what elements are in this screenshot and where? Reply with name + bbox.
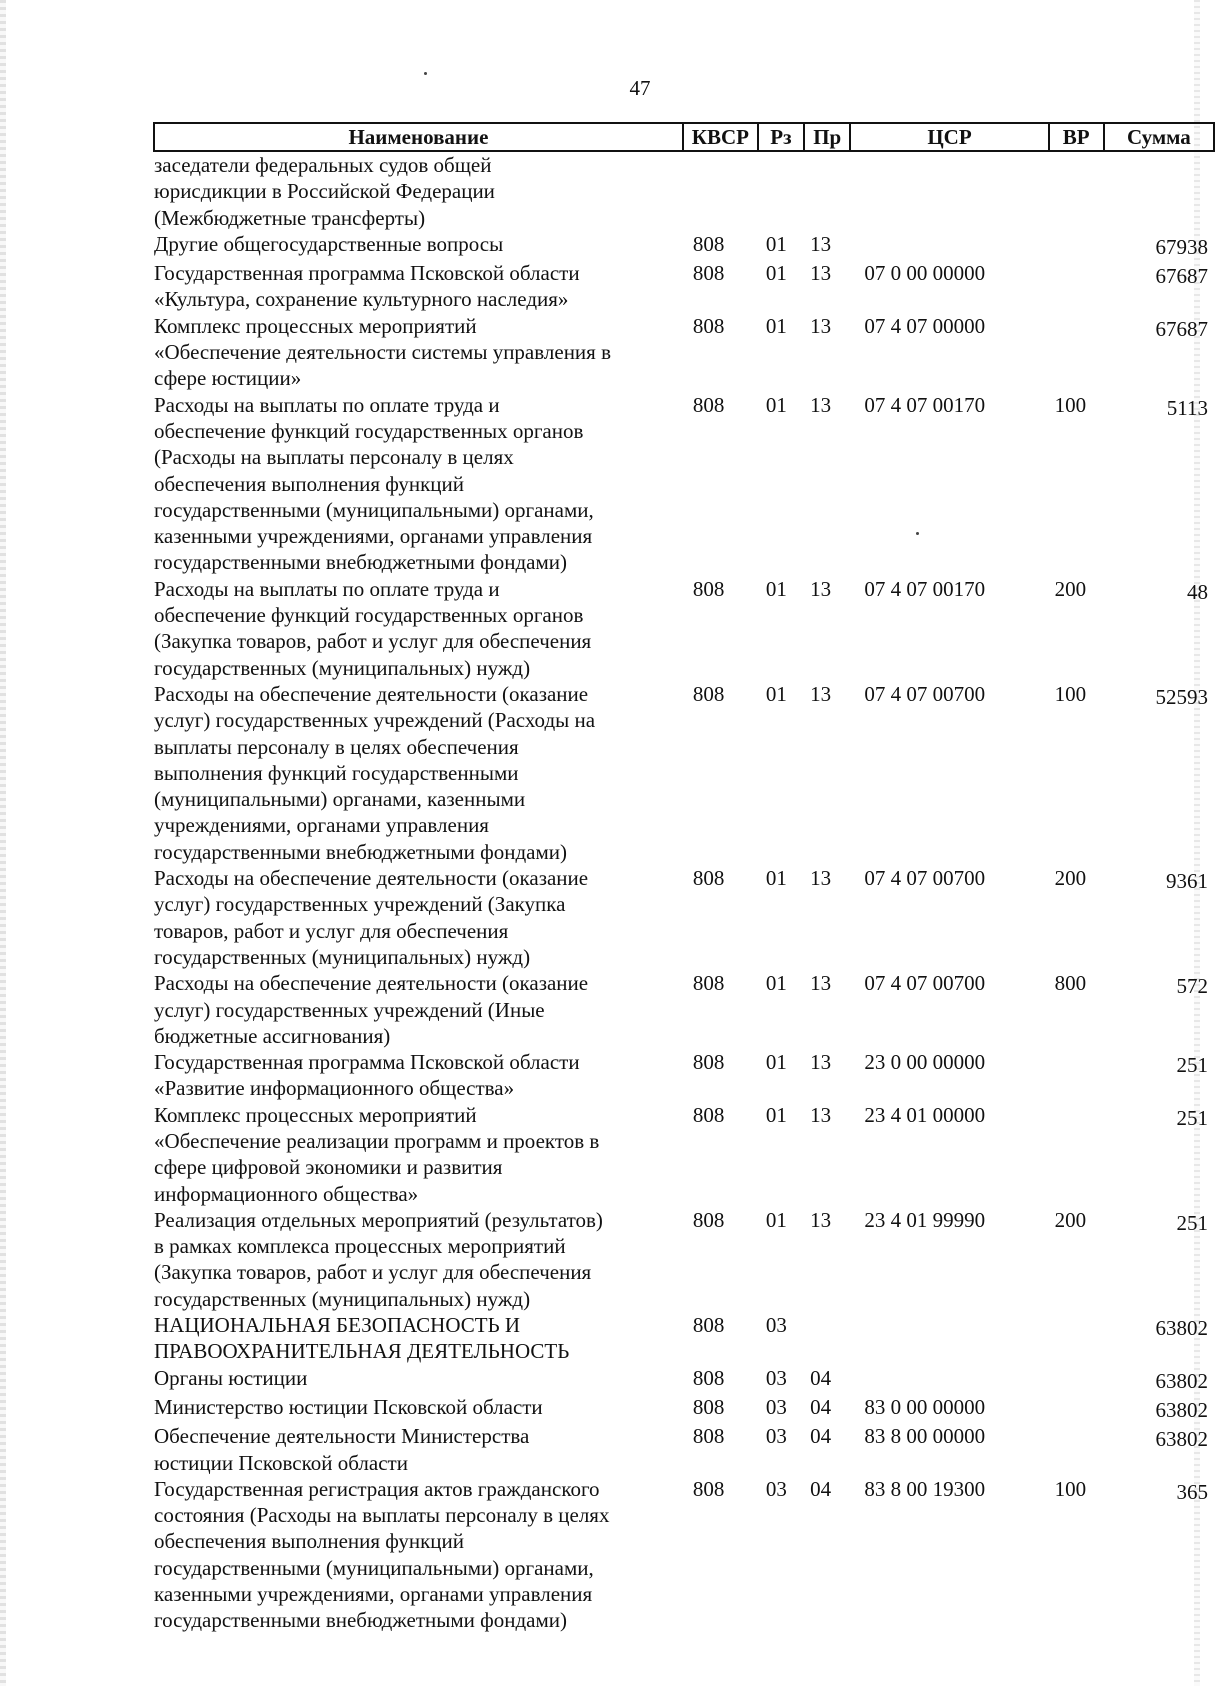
- row-name-line: Органы юстиции: [154, 1365, 308, 1390]
- table-header-row: [154, 123, 1214, 151]
- cell-pr: 13: [810, 1102, 832, 1127]
- cell-vr: 100: [1054, 1476, 1087, 1501]
- row-name-line: «Культура, сохранение культурного наследия»: [154, 287, 569, 312]
- cell-rz: 01: [765, 1050, 787, 1075]
- cell-kvsr: 808: [692, 1365, 725, 1390]
- row-name: [154, 1365, 683, 1394]
- cell-kvsr: 808: [692, 261, 725, 286]
- cell-pr: 04: [810, 1476, 832, 1501]
- cell-kvsr: 808: [692, 1424, 725, 1449]
- cell-csr: 07 4 07 00170: [864, 392, 986, 417]
- cell-vr: 100: [1054, 392, 1087, 417]
- table-row: [154, 576, 1214, 681]
- row-name-line: государственных (муниципальных) нужд): [154, 655, 531, 680]
- row-name-line: «Обеспечение реализации программ и проектов в: [154, 1128, 600, 1153]
- cell-vr: 200: [1054, 576, 1087, 601]
- cell-pr: 13: [810, 313, 832, 338]
- row-name-line: товаров, работ и услуг для обеспечения: [154, 918, 509, 943]
- cell-rz: 01: [765, 1102, 787, 1127]
- cell-kvsr: 808: [692, 866, 725, 891]
- row-name-line: Министерство юстиции Псковской области: [154, 1394, 543, 1419]
- table-row: [154, 1423, 1214, 1476]
- cell-rz: 03: [765, 1394, 787, 1419]
- cell-csr: [850, 231, 1048, 260]
- row-name-line: (Закупка товаров, работ и услуг для обеспечения: [154, 629, 592, 654]
- table-row: [154, 865, 1214, 970]
- cell-vr: [1049, 313, 1104, 392]
- row-name-line: обеспечения выполнения функций: [154, 1529, 465, 1554]
- cell-sum: 9361: [1166, 869, 1208, 894]
- row-name: [154, 865, 683, 970]
- row-name-line: (Расходы на выплаты персоналу в целях: [154, 445, 514, 470]
- table-row: [154, 392, 1214, 576]
- cell-sum: 251: [1176, 1210, 1208, 1235]
- row-name-line: услуг) государственных учреждений (Закупка: [154, 892, 566, 917]
- cell-pr: [804, 1312, 850, 1365]
- header-vr: ВР: [1049, 123, 1104, 151]
- cell-sum: 63802: [1155, 1316, 1208, 1341]
- table-row: [154, 151, 1214, 231]
- cell-csr: 83 8 00 19300: [864, 1476, 986, 1501]
- cell-vr: [1049, 1102, 1104, 1207]
- header-name: Наименование: [154, 123, 683, 151]
- cell-sum: 63802: [1155, 1368, 1208, 1393]
- row-name-line: Государственная программа Псковской области: [154, 1050, 580, 1075]
- cell-pr: 13: [810, 261, 832, 286]
- row-name-line: государственными (муниципальными) органами,: [154, 497, 594, 522]
- row-name-line: Расходы на обеспечение деятельности (оказание: [154, 971, 589, 996]
- row-name-line: состояния (Расходы на выплаты персоналу в целях: [154, 1503, 610, 1528]
- row-name-line: бюджетные ассигнования): [154, 1023, 391, 1048]
- table-row: [154, 231, 1214, 260]
- cell-vr: [1049, 231, 1104, 260]
- cell-sum: 63802: [1155, 1427, 1208, 1452]
- header-csr: ЦСР: [850, 123, 1048, 151]
- row-name: [154, 231, 683, 260]
- cell-pr: 04: [810, 1365, 832, 1390]
- cell-kvsr: 808: [692, 1476, 725, 1501]
- cell-pr: 04: [810, 1424, 832, 1449]
- cell-csr: 07 4 07 00170: [864, 576, 986, 601]
- cell-kvsr: [683, 151, 758, 231]
- cell-pr: 13: [810, 1050, 832, 1075]
- cell-vr: [1049, 1312, 1104, 1365]
- row-name: [154, 1476, 683, 1634]
- cell-pr: 04: [810, 1394, 832, 1419]
- row-name-line: (Межбюджетные трансферты): [154, 205, 426, 230]
- row-name: [154, 576, 683, 681]
- cell-pr: 13: [810, 392, 832, 417]
- cell-rz: 03: [765, 1365, 787, 1390]
- cell-sum: 52593: [1155, 684, 1208, 709]
- scan-speck: [424, 72, 427, 75]
- cell-csr: [850, 151, 1048, 231]
- cell-kvsr: 808: [692, 1102, 725, 1127]
- row-name-line: учреждениями, органами управления: [154, 813, 489, 838]
- cell-csr: 23 4 01 99990: [864, 1207, 986, 1232]
- row-name-line: «Развитие информационного общества»: [154, 1076, 515, 1101]
- row-name-line: казенными учреждениями, органами управления: [154, 524, 593, 549]
- row-name-line: государственных (муниципальных) нужд): [154, 1286, 531, 1311]
- table-row: [154, 1207, 1214, 1312]
- table-row: [154, 260, 1214, 313]
- cell-vr: 100: [1054, 681, 1087, 706]
- cell-kvsr: 808: [692, 313, 725, 338]
- row-name-line: Расходы на обеспечение деятельности (оказание: [154, 681, 589, 706]
- table-row: [154, 313, 1214, 392]
- cell-kvsr: 808: [692, 392, 725, 417]
- cell-kvsr: 808: [692, 576, 725, 601]
- cell-rz: 01: [765, 231, 787, 256]
- row-name-line: государственными внебюджетными фондами): [154, 550, 568, 575]
- cell-rz: 01: [765, 576, 787, 601]
- cell-sum: 67687: [1155, 264, 1208, 289]
- cell-rz: 03: [765, 1424, 787, 1449]
- row-name-line: сфере юстиции»: [154, 366, 302, 391]
- row-name-line: выплаты персоналу в целях обеспечения: [154, 734, 519, 759]
- row-name-line: заседатели федеральных судов общей: [154, 153, 492, 177]
- cell-rz: [758, 151, 804, 231]
- header-sum: Сумма: [1104, 123, 1214, 151]
- cell-pr: 13: [810, 681, 832, 706]
- cell-vr: [1049, 1365, 1104, 1394]
- row-name-line: НАЦИОНАЛЬНАЯ БЕЗОПАСНОСТЬ И: [154, 1313, 521, 1338]
- cell-sum: 63802: [1155, 1397, 1208, 1422]
- cell-sum: 365: [1176, 1479, 1208, 1504]
- cell-pr: 13: [810, 971, 832, 996]
- cell-csr: 23 0 00 00000: [864, 1050, 986, 1075]
- cell-sum: 67938: [1155, 234, 1208, 259]
- row-name-line: Другие общегосударственные вопросы: [154, 231, 504, 256]
- table-body: [154, 151, 1214, 1634]
- row-name-line: Расходы на выплаты по оплате труда и: [154, 392, 500, 417]
- cell-pr: 13: [810, 231, 832, 256]
- row-name-line: (муниципальными) органами, казенными: [154, 787, 526, 812]
- table-row: [154, 1365, 1214, 1394]
- cell-rz: 01: [765, 261, 787, 286]
- row-name-line: Расходы на обеспечение деятельности (оказание: [154, 866, 589, 891]
- cell-pr: [804, 151, 850, 231]
- cell-rz: 01: [765, 1207, 787, 1232]
- cell-vr: 800: [1054, 971, 1087, 996]
- cell-vr: 200: [1054, 1207, 1087, 1232]
- row-name: [154, 392, 683, 576]
- cell-vr: [1049, 1423, 1104, 1476]
- page-number: 47: [629, 76, 651, 100]
- row-name-line: государственными внебюджетными фондами): [154, 1608, 568, 1633]
- table-row: [154, 1049, 1214, 1102]
- cell-sum: 572: [1176, 974, 1208, 999]
- cell-rz: 01: [765, 392, 787, 417]
- cell-sum: 67687: [1155, 316, 1208, 341]
- row-name: [154, 313, 683, 392]
- cell-pr: 13: [810, 866, 832, 891]
- row-name: [154, 1423, 683, 1476]
- table-row: [154, 1312, 1214, 1365]
- cell-csr: 07 4 07 00700: [864, 866, 986, 891]
- cell-rz: 01: [765, 866, 787, 891]
- cell-kvsr: 808: [692, 681, 725, 706]
- table-row: [154, 1476, 1214, 1634]
- row-name-line: ПРАВООХРАНИТЕЛЬНАЯ ДЕЯТЕЛЬНОСТЬ: [154, 1339, 570, 1364]
- cell-rz: 03: [765, 1313, 787, 1338]
- row-name-line: государственными (муниципальными) органами,: [154, 1555, 594, 1580]
- cell-kvsr: 808: [692, 1394, 725, 1419]
- row-name-line: услуг) государственных учреждений (Расходы на: [154, 708, 596, 733]
- row-name: [154, 260, 683, 313]
- row-name-line: в рамках комплекса процессных мероприятий: [154, 1234, 566, 1259]
- cell-kvsr: 808: [692, 971, 725, 996]
- cell-sum: 251: [1176, 1053, 1208, 1078]
- table-row: [154, 970, 1214, 1049]
- table-row: [154, 1394, 1214, 1423]
- row-name-line: обеспечения выполнения функций: [154, 471, 465, 496]
- cell-rz: 01: [765, 681, 787, 706]
- row-name-line: Государственная программа Псковской области: [154, 261, 580, 286]
- cell-vr: [1049, 1049, 1104, 1102]
- cell-kvsr: 808: [692, 1207, 725, 1232]
- row-name-line: юрисдикции в Российской Федерации: [154, 179, 495, 204]
- table-row: [154, 681, 1214, 865]
- row-name-line: (Закупка товаров, работ и услуг для обеспечения: [154, 1260, 592, 1285]
- row-name-line: государственных (муниципальных) нужд): [154, 944, 531, 969]
- cell-pr: 13: [810, 1207, 832, 1232]
- cell-csr: 07 4 07 00700: [864, 971, 986, 996]
- row-name-line: услуг) государственных учреждений (Иные: [154, 997, 545, 1022]
- cell-csr: 83 0 00 00000: [864, 1394, 986, 1419]
- row-name-line: Обеспечение деятельности Министерства: [154, 1424, 530, 1449]
- cell-sum: [1104, 151, 1214, 231]
- row-name-line: Реализация отдельных мероприятий (результатов): [154, 1207, 603, 1232]
- header-rz: Рз: [758, 123, 804, 151]
- cell-sum: 251: [1176, 1105, 1208, 1130]
- cell-pr: 13: [810, 576, 832, 601]
- cell-vr: [1049, 260, 1104, 313]
- row-name-line: юстиции Псковской области: [154, 1450, 408, 1475]
- cell-rz: 03: [765, 1476, 787, 1501]
- header-pr: Пр: [804, 123, 850, 151]
- row-name: [154, 1049, 683, 1102]
- row-name: [154, 1312, 683, 1365]
- cell-vr: 200: [1054, 866, 1087, 891]
- cell-csr: 83 8 00 00000: [864, 1424, 986, 1449]
- row-name-line: обеспечение функций государственных органов: [154, 418, 584, 443]
- cell-sum: 5113: [1166, 395, 1208, 420]
- row-name: [154, 151, 683, 231]
- row-name-line: государственными внебюджетными фондами): [154, 839, 568, 864]
- row-name-line: казенными учреждениями, органами управления: [154, 1582, 593, 1607]
- row-name-line: Комплекс процессных мероприятий: [154, 313, 477, 338]
- row-name: [154, 970, 683, 1049]
- cell-kvsr: 808: [692, 1313, 725, 1338]
- row-name: [154, 1102, 683, 1207]
- row-name-line: Расходы на выплаты по оплате труда и: [154, 576, 500, 601]
- cell-rz: 01: [765, 313, 787, 338]
- row-name: [154, 681, 683, 865]
- cell-csr: 07 4 07 00700: [864, 681, 986, 706]
- cell-csr: 23 4 01 00000: [864, 1102, 986, 1127]
- row-name-line: Государственная регистрация актов гражданского: [154, 1476, 600, 1501]
- cell-kvsr: 808: [692, 231, 725, 256]
- row-name-line: Комплекс процессных мероприятий: [154, 1102, 477, 1127]
- row-name: [154, 1207, 683, 1312]
- row-name-line: обеспечение функций государственных органов: [154, 603, 584, 628]
- cell-vr: [1049, 1394, 1104, 1423]
- row-name-line: «Обеспечение деятельности системы управления в: [154, 340, 611, 365]
- budget-table: [153, 122, 1215, 1634]
- cell-csr: 07 0 00 00000: [864, 261, 986, 286]
- row-name-line: информационного общества»: [154, 1181, 419, 1206]
- cell-vr: [1049, 151, 1104, 231]
- cell-csr: 07 4 07 00000: [864, 313, 986, 338]
- cell-csr: [850, 1312, 1048, 1365]
- table-row: [154, 1102, 1214, 1207]
- scan-edge-left: [0, 0, 6, 1686]
- row-name-line: выполнения функций государственными: [154, 760, 519, 785]
- row-name-line: сфере цифровой экономики и развития: [154, 1155, 503, 1180]
- cell-kvsr: 808: [692, 1050, 725, 1075]
- header-kvsr: КВСР: [683, 123, 758, 151]
- cell-rz: 01: [765, 971, 787, 996]
- cell-csr: [850, 1365, 1048, 1394]
- cell-sum: 48: [1187, 579, 1208, 604]
- row-name: [154, 1394, 683, 1423]
